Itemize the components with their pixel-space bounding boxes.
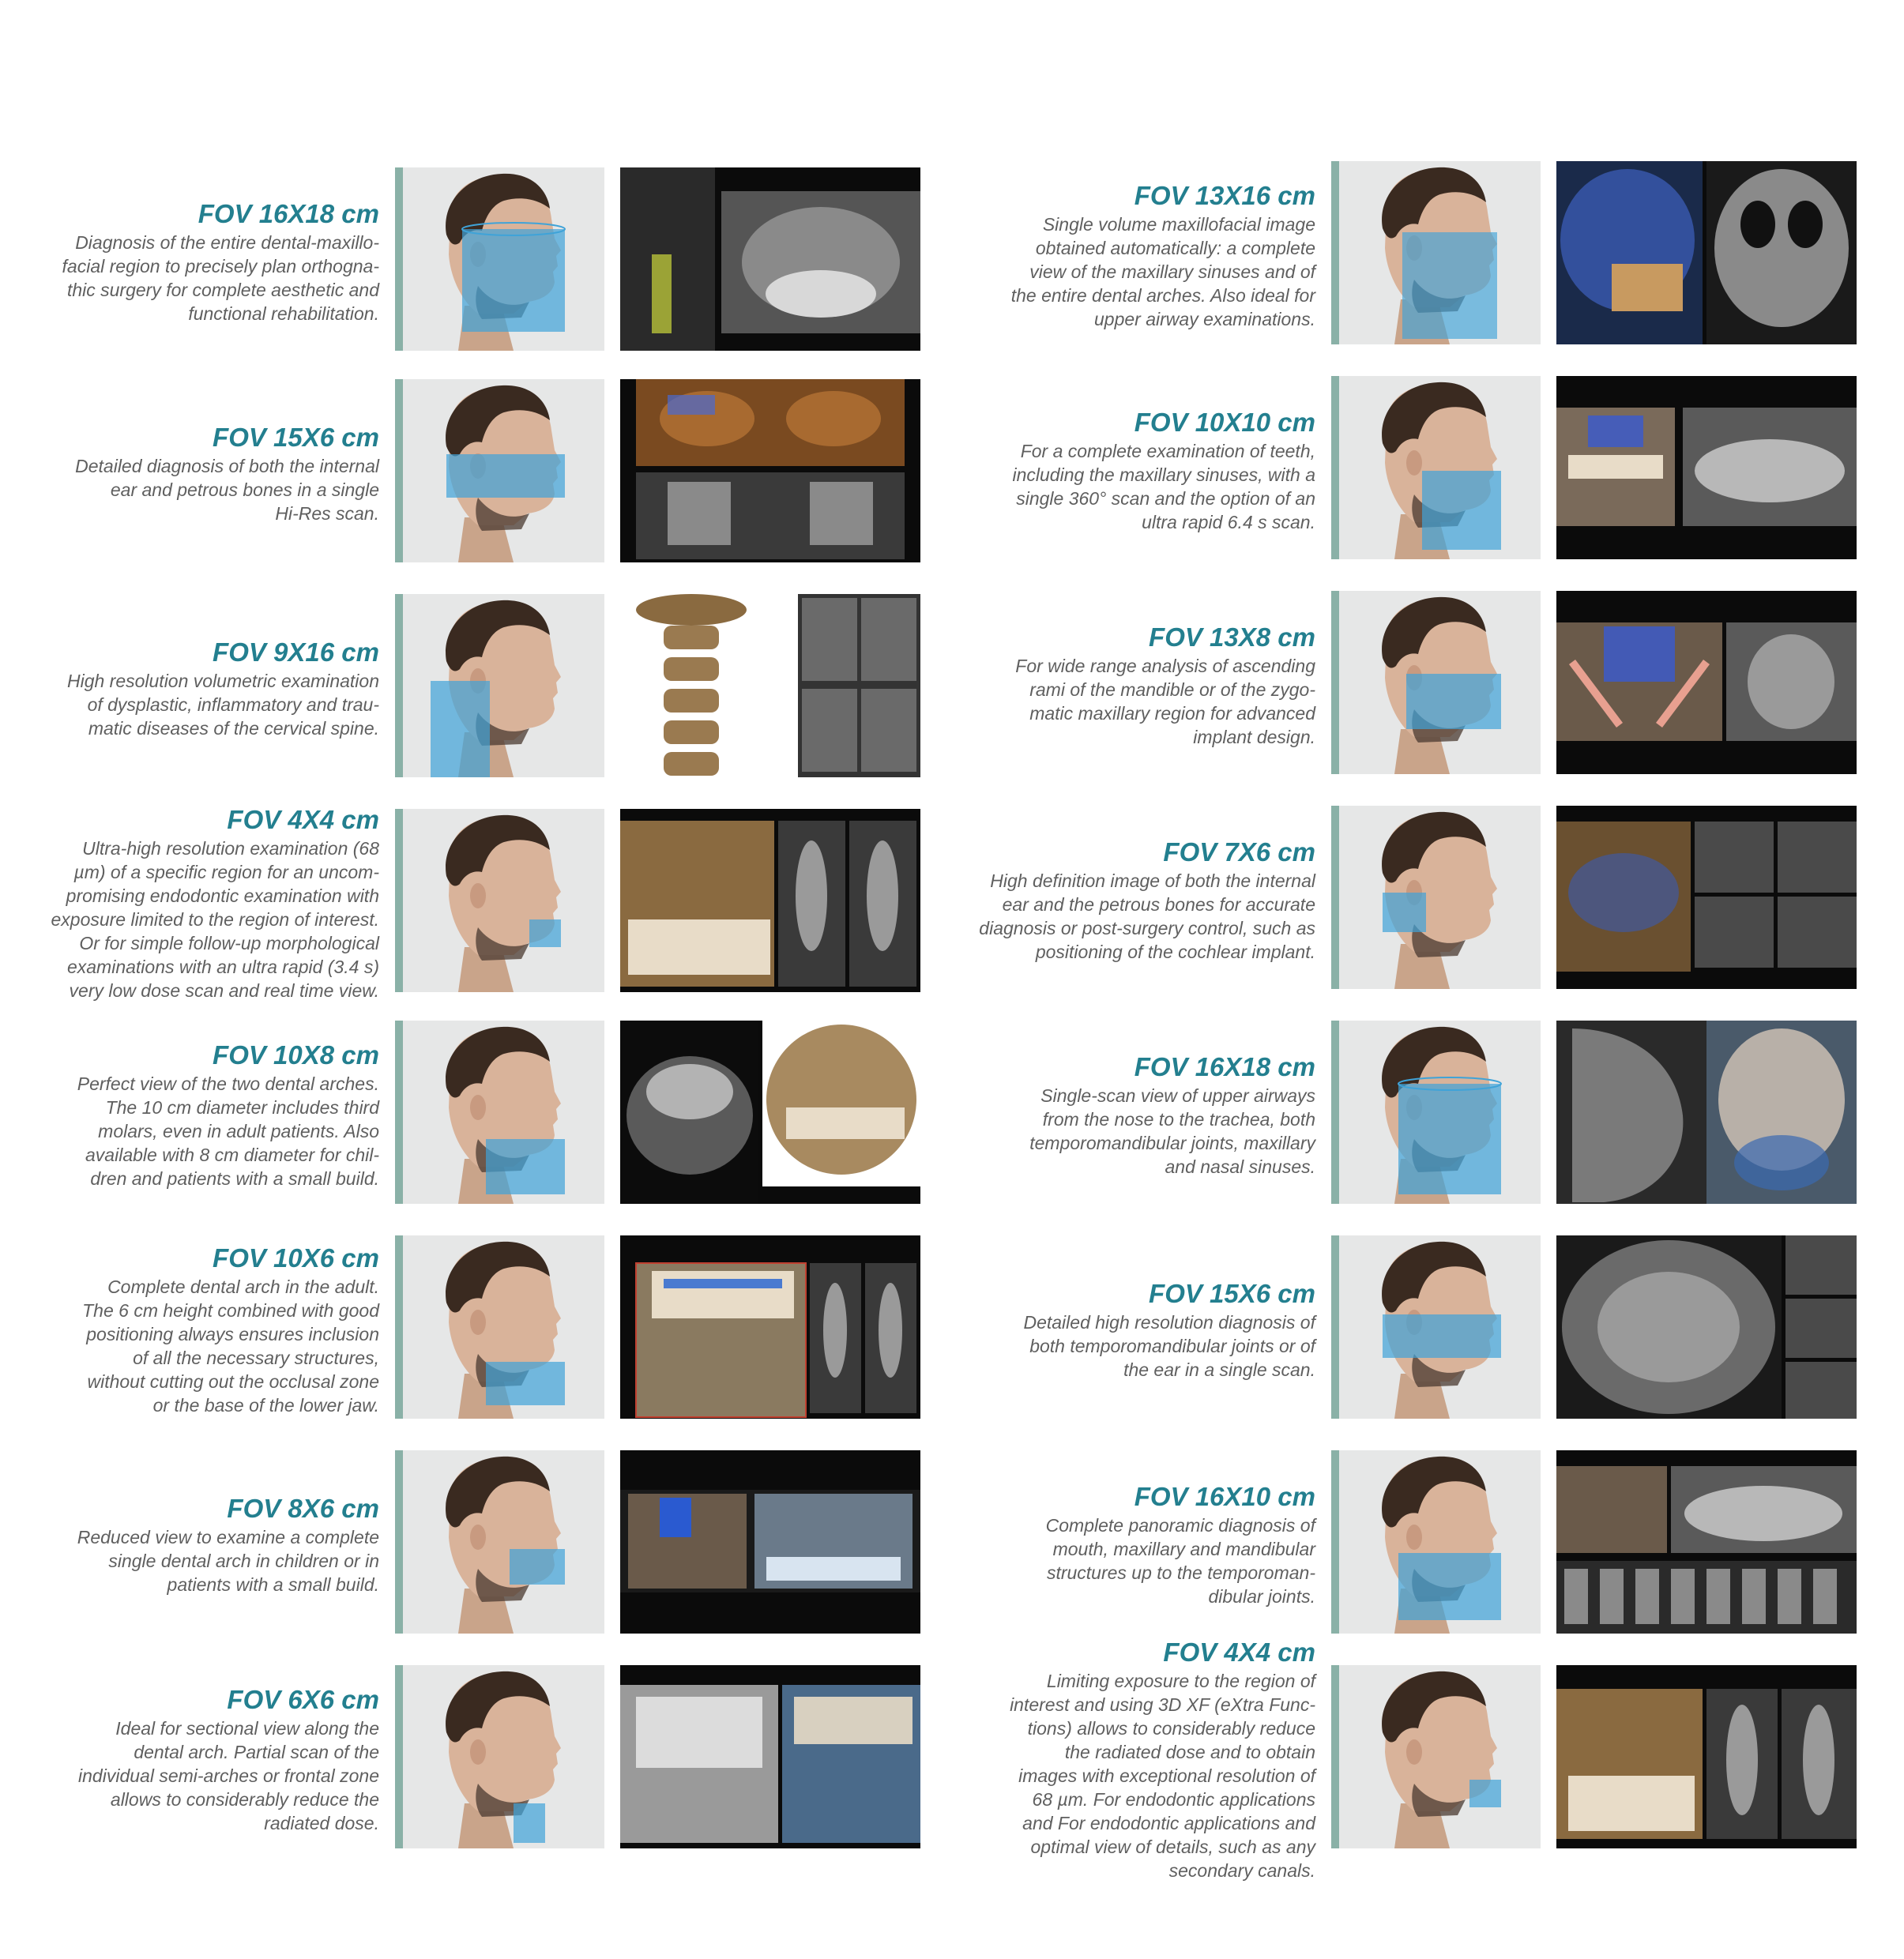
- fov-volume-overlay: [1398, 1084, 1501, 1194]
- head-silhouette-icon: [403, 379, 604, 562]
- head-silhouette-icon: [1339, 806, 1541, 989]
- fov-text-block: [32, 637, 379, 740]
- fov-description: Detailed high resolution diagnosis of both temporomandibular joints or of the ear in a single scan.: [1023, 1312, 1315, 1380]
- head-silhouette-icon: [1339, 1021, 1541, 1204]
- fov-entry-15x6-right: [968, 1235, 1900, 1425]
- fov-text-block: [32, 199, 379, 325]
- fov-text-block: [968, 837, 1315, 964]
- fov-title: FOV 15X6 cm: [1149, 1279, 1315, 1308]
- fov-text-block: [32, 1040, 379, 1190]
- fov-description: Single-scan view of upper airways from the nose to the trachea, both temporomandibular joints, maxillary and nasal sinuses.: [1029, 1085, 1315, 1177]
- fov-entry-15x6-left: [32, 379, 964, 569]
- head-fov-illustration: [1331, 591, 1541, 774]
- fov-entry-8x6-left: [32, 1450, 964, 1640]
- fov-entry-10x6-left: [32, 1235, 964, 1425]
- fov-description: Detailed diagnosis of both the internal ear and petrous bones in a single Hi-Res scan.: [75, 456, 379, 524]
- fov-description: For a complete examination of teeth, including the maxillary sinuses, with a single 360° scan and the option of an ultra rapid 6.4 s scan.: [1012, 441, 1315, 532]
- fov-volume-overlay: [1383, 1314, 1501, 1358]
- fov-entry-10x8-left: [32, 1021, 964, 1210]
- fov-description: Complete panoramic diagnosis of mouth, maxillary and mandibular structures up to the temporoman- dibular joints.: [1045, 1515, 1315, 1607]
- head-fov-illustration: [1331, 1235, 1541, 1419]
- head-silhouette-icon: [403, 1665, 604, 1848]
- head-silhouette-icon: [1339, 1235, 1541, 1419]
- fov-description: Ideal for sectional view along the dental arch. Partial scan of the individual semi-arches or frontal zone allows to considerably reduce the radiated dose.: [78, 1718, 379, 1833]
- fov-text-block: [968, 1052, 1315, 1179]
- fov-title: FOV 4X4 cm: [227, 805, 379, 834]
- head-fov-illustration: [1331, 1450, 1541, 1634]
- head-silhouette-icon: [403, 809, 604, 992]
- head-silhouette-icon: [1339, 591, 1541, 774]
- fov-title: FOV 8X6 cm: [227, 1494, 379, 1523]
- fov-title: FOV 6X6 cm: [227, 1685, 379, 1714]
- head-silhouette-icon: [403, 167, 604, 351]
- fov-entry-4x4-left: [32, 805, 964, 1001]
- fov-title: FOV 13X16 cm: [1134, 181, 1315, 210]
- head-fov-illustration: [1331, 1665, 1541, 1848]
- fov-description: Single volume maxillofacial image obtained automatically: a complete view of the maxillary sinuses and of the entire dental arches. Also ideal for upper airway examinations.: [1010, 214, 1315, 329]
- head-silhouette-icon: [403, 1021, 604, 1204]
- head-silhouette-icon: [1339, 1450, 1541, 1634]
- fov-volume-overlay: [446, 454, 565, 498]
- fov-description: For wide range analysis of ascending rami of the mandible or of the zygo- matic maxillary region for advanced implant design.: [1015, 656, 1315, 747]
- fov-title: FOV 16X18 cm: [1134, 1052, 1315, 1081]
- head-silhouette-icon: [403, 594, 604, 777]
- fov-volume-overlay: [510, 1549, 565, 1585]
- fov-volume-overlay: [486, 1139, 565, 1194]
- fov-entry-16x10-right: [968, 1450, 1900, 1640]
- fov-entry-16x18-left: [32, 167, 964, 357]
- fov-volume-overlay: [514, 1803, 545, 1843]
- scan-preview-image: [1556, 161, 1857, 344]
- fov-title: FOV 4X4 cm: [1163, 1638, 1315, 1667]
- head-fov-illustration: [395, 594, 604, 777]
- fov-entry-13x8-right: [968, 591, 1900, 780]
- fov-entry-10x10-right: [968, 376, 1900, 566]
- head-fov-illustration: [395, 379, 604, 562]
- fov-description: High resolution volumetric examination of dysplastic, inflammatory and trau- matic diseases of the cervical spine.: [66, 671, 379, 739]
- fov-title: FOV 10X10 cm: [1134, 408, 1315, 437]
- head-silhouette-icon: [1339, 376, 1541, 559]
- fov-volume-overlay: [1398, 1553, 1501, 1620]
- fov-title: FOV 7X6 cm: [1163, 837, 1315, 867]
- fov-entry-6x6-left: [32, 1665, 964, 1855]
- fov-title: FOV 15X6 cm: [213, 423, 379, 452]
- fov-text-block: [32, 1243, 379, 1417]
- fov-volume-overlay: [486, 1362, 565, 1405]
- fov-description: Perfect view of the two dental arches. The 10 cm diameter includes third molars, even in adult patients. Also available with 8 cm diameter for chil- dren and patients with a small build.: [77, 1074, 379, 1189]
- fov-text-block: [968, 1482, 1315, 1608]
- fov-description: Reduced view to examine a complete single dental arch in children or in patients with a small build.: [77, 1527, 379, 1595]
- head-silhouette-icon: [403, 1235, 604, 1419]
- fov-text-block: [968, 408, 1315, 534]
- head-silhouette-icon: [1339, 1665, 1541, 1848]
- scan-preview-image: [1556, 1450, 1857, 1634]
- fov-description: Ultra-high resolution examination (68 µm) of a specific region for an uncom- promising endodontic examination with exposure limited to the region of interest. Or for simple follow-up morphological examinations with an ultra rapid (3.4 s) very low dose scan and real time view.: [51, 838, 379, 1001]
- fov-volume-overlay: [1383, 893, 1426, 932]
- head-fov-illustration: [395, 809, 604, 992]
- head-fov-illustration: [1331, 806, 1541, 989]
- scan-preview-image: [620, 167, 920, 351]
- scan-preview-image: [620, 379, 920, 562]
- scan-preview-image: [1556, 376, 1857, 559]
- head-fov-illustration: [1331, 1021, 1541, 1204]
- fov-volume-overlay: [1406, 674, 1501, 729]
- scan-preview-image: [620, 1021, 920, 1204]
- head-fov-illustration: [395, 167, 604, 351]
- fov-entry-13x16-right: [968, 161, 1900, 351]
- scan-preview-image: [620, 1665, 920, 1848]
- head-fov-illustration: [1331, 376, 1541, 559]
- fov-volume-overlay: [1402, 232, 1497, 339]
- fov-text-block: [32, 805, 379, 1002]
- head-fov-illustration: [395, 1021, 604, 1204]
- head-fov-illustration: [395, 1450, 604, 1634]
- scan-preview-image: [620, 1450, 920, 1634]
- head-silhouette-icon: [1339, 161, 1541, 344]
- fov-description: Limiting exposure to the region of interest and using 3D XF (eXtra Func- tions) allows to considerably reduce the radiated dose and to obtain images with exceptional resolution of 68 µm. For endodontic applications and For endodontic applications and optimal view of details, such as any secondary canals.: [1010, 1671, 1315, 1881]
- scan-preview-image: [620, 809, 920, 992]
- scan-preview-image: [1556, 591, 1857, 774]
- fov-description: Diagnosis of the entire dental-maxillo- facial region to precisely plan orthogna- thic surgery for complete aesthetic and functional rehabilitation.: [62, 232, 379, 324]
- scan-preview-image: [1556, 806, 1857, 989]
- fov-volume-overlay: [431, 681, 490, 777]
- scan-preview-image: [1556, 1665, 1857, 1848]
- fov-volume-overlay: [1469, 1780, 1501, 1807]
- fov-title: FOV 16X18 cm: [198, 199, 379, 228]
- fov-entry-7x6-right: [968, 806, 1900, 995]
- fov-title: FOV 13X8 cm: [1149, 622, 1315, 652]
- fov-text-block: [968, 1638, 1315, 1882]
- head-fov-illustration: [395, 1235, 604, 1419]
- head-fov-illustration: [1331, 161, 1541, 344]
- fov-description: High definition image of both the internal ear and the petrous bones for accurate diagnosis or post-surgery control, such as positioning of the cochlear implant.: [979, 870, 1315, 962]
- fov-volume-overlay: [462, 229, 565, 332]
- scan-preview-image: [1556, 1021, 1857, 1204]
- fov-volume-overlay: [529, 919, 561, 947]
- fov-text-block: [32, 1494, 379, 1596]
- fov-volume-overlay: [1422, 471, 1501, 550]
- fov-title: FOV 10X8 cm: [213, 1040, 379, 1070]
- fov-entry-4x4-right: [968, 1638, 1900, 1881]
- head-fov-illustration: [395, 1665, 604, 1848]
- fov-text-block: [968, 1279, 1315, 1382]
- scan-preview-image: [620, 1235, 920, 1419]
- fov-text-block: [968, 622, 1315, 749]
- fov-entry-9x16-left: [32, 594, 964, 784]
- fov-description: Complete dental arch in the adult. The 6 cm height combined with good positioning always ensures inclusion of all the necessary structures, without cutting out the occlusal zone or the base of the lower jaw.: [82, 1277, 379, 1416]
- fov-text-block: [32, 423, 379, 525]
- head-silhouette-icon: [403, 1450, 604, 1634]
- fov-text-block: [32, 1685, 379, 1835]
- fov-title: FOV 10X6 cm: [213, 1243, 379, 1273]
- fov-title: FOV 9X16 cm: [213, 637, 379, 667]
- scan-preview-image: [620, 594, 920, 777]
- fov-entry-16x18-right: [968, 1021, 1900, 1210]
- fov-text-block: [968, 181, 1315, 331]
- fov-title: FOV 16X10 cm: [1134, 1482, 1315, 1511]
- scan-preview-image: [1556, 1235, 1857, 1419]
